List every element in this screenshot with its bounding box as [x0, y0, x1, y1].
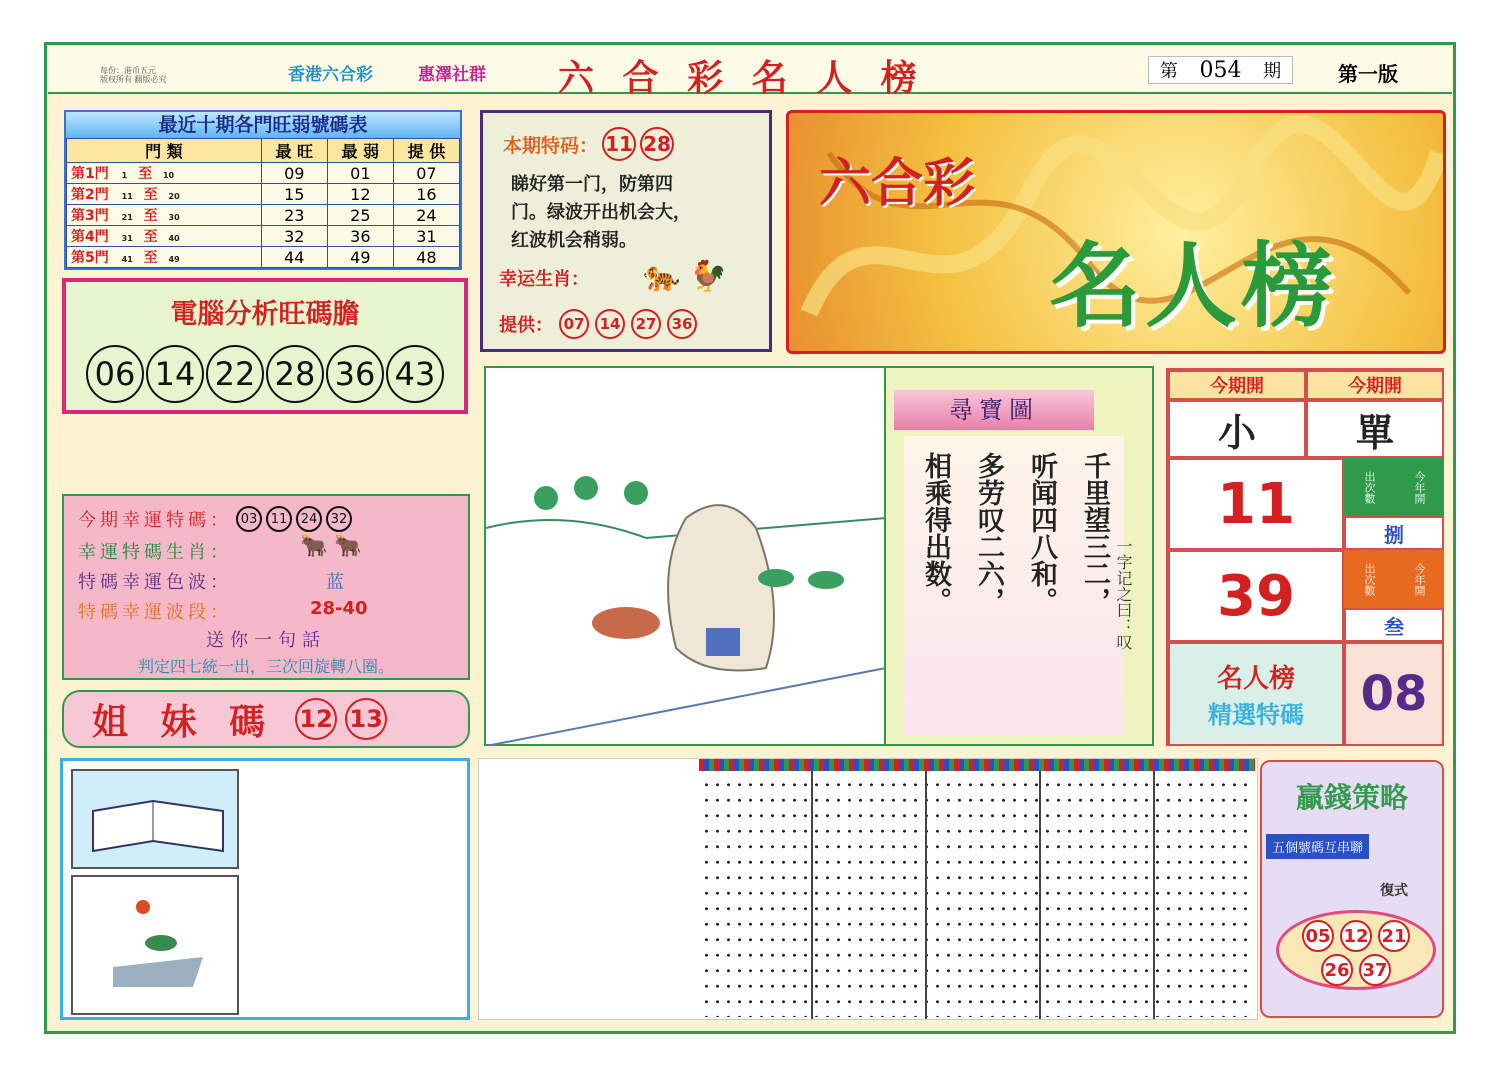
- door-hot: 09: [261, 163, 327, 184]
- tag-orange-a: 出次數: [1363, 562, 1376, 596]
- door-row: [67, 247, 460, 268]
- th-hot: 最 旺: [261, 139, 327, 163]
- th-cold: 最 弱: [327, 139, 393, 163]
- door-cold: 12: [327, 184, 393, 205]
- edition: 第一版: [1338, 62, 1398, 86]
- door-give: 31: [393, 226, 459, 247]
- tag-green: [1344, 458, 1444, 516]
- lucky-color: 蓝: [326, 572, 344, 593]
- treasure-picture: [484, 366, 886, 746]
- door-hot: 23: [261, 205, 327, 226]
- door-row: [67, 184, 460, 205]
- squirrel-scene-illustration: [486, 368, 886, 746]
- page-title: 六 合 彩 名 人 榜: [558, 57, 925, 99]
- door-label: 第3門: [71, 208, 109, 224]
- ox-icon: 🐂 🐂: [300, 534, 362, 559]
- lucky-label-3: 特碼幸運色波：: [78, 572, 232, 593]
- issue-suffix: 期: [1263, 61, 1282, 82]
- strategy-num: 26: [1321, 954, 1353, 986]
- value-odd: 單: [1306, 400, 1444, 458]
- door-hot: 44: [261, 247, 327, 268]
- poem-hint: 一字记之曰：叹: [1114, 538, 1133, 650]
- door-table-box: [64, 110, 462, 270]
- pick-number: 08: [1344, 642, 1444, 746]
- sister-box: [62, 690, 470, 748]
- brand-community: 惠澤社群: [418, 65, 486, 85]
- door-from: 21: [121, 213, 133, 222]
- lucky-phrase: 判定四七統一出，三次回旋轉八圈。: [137, 657, 394, 676]
- door-to: 10: [162, 171, 175, 180]
- computer-title: 電腦分析旺碼膽: [170, 299, 360, 330]
- door-table-title: 最近十期各門旺弱號碼表: [66, 112, 460, 138]
- sister-label: 姐 妹 碼: [92, 701, 276, 743]
- issue-box: [1148, 56, 1293, 84]
- bottom-left-box: [60, 758, 470, 1020]
- door-hot: 32: [261, 226, 327, 247]
- banner-line2: 名人榜: [1049, 233, 1338, 340]
- door-to: 20: [168, 192, 180, 201]
- door-hot: 15: [261, 184, 327, 205]
- door-row: [67, 205, 460, 226]
- door-label: 第4門: [71, 229, 109, 245]
- lucky-label-1: 今期幸運特碼：: [78, 510, 232, 531]
- number-ball-strip: [699, 759, 1255, 771]
- give-num: 07: [559, 309, 589, 339]
- tag-orange-b: 今年開: [1413, 562, 1426, 596]
- banner: [786, 110, 1446, 354]
- door-give: 07: [393, 163, 459, 184]
- dot-grid: [701, 777, 1255, 1017]
- sister-num-1: 12: [295, 698, 337, 740]
- door-table: [66, 138, 460, 268]
- computer-box: [62, 278, 468, 414]
- poem-columns: [916, 452, 1114, 614]
- door-from: 31: [121, 234, 133, 243]
- pick-label: 精選特碼: [1208, 701, 1304, 729]
- treasure-title: 尋寶圖: [894, 390, 1094, 430]
- give-num: 27: [631, 309, 661, 339]
- door-row: [67, 163, 460, 184]
- strategy-num: 05: [1302, 920, 1334, 952]
- lucky-label-4: 特碼幸運波段：: [78, 602, 232, 623]
- give-label: 提供：: [499, 315, 553, 336]
- door-to: 40: [168, 234, 180, 243]
- door-from: 11: [121, 192, 133, 201]
- header-bar: [48, 46, 1452, 99]
- num-11: 11: [1168, 458, 1344, 550]
- open-book-icon: [73, 771, 237, 867]
- lucky-numbers: [236, 506, 352, 532]
- th-door: 門 類: [67, 139, 262, 163]
- count-1: 捌: [1344, 516, 1444, 550]
- value-small: 小: [1168, 400, 1306, 458]
- door-from: 41: [121, 255, 133, 264]
- door-to-word: 至: [143, 187, 158, 203]
- bird-illustration: [71, 875, 239, 1015]
- door-label: 第5門: [71, 250, 109, 266]
- door-to-word: 至: [143, 208, 158, 224]
- door-cold: 36: [327, 226, 393, 247]
- results-grid: [1166, 368, 1444, 746]
- door-from: 1: [121, 171, 128, 180]
- door-give: 24: [393, 205, 459, 226]
- tag-green-b: 今年開: [1413, 470, 1426, 504]
- th-give: 提 供: [393, 139, 459, 163]
- computer-num: 36: [326, 345, 384, 403]
- special-box: [480, 110, 772, 352]
- lucky-label-2: 幸運特碼生肖：: [78, 542, 232, 563]
- lucky-zodiac-label: 幸运生肖：: [499, 269, 589, 290]
- lucky-range: 28-40: [310, 598, 368, 619]
- lucky-num: 32: [326, 506, 352, 532]
- poem-col-4: 相乘得出数。: [920, 452, 951, 614]
- door-to-word: 至: [138, 166, 153, 182]
- lucky-num: 11: [266, 506, 292, 532]
- strategy-num: 12: [1340, 920, 1372, 952]
- issue-number: 054: [1199, 57, 1242, 83]
- computer-num: 28: [266, 345, 324, 403]
- sister-num-2: 13: [345, 698, 387, 740]
- computer-num: 06: [86, 345, 144, 403]
- door-to-word: 至: [143, 250, 158, 266]
- treasure-poem-box: [884, 366, 1154, 746]
- door-label: 第2門: [71, 187, 109, 203]
- computer-numbers: [66, 345, 464, 403]
- lucky-phrase-title: 送你一句話: [206, 630, 326, 651]
- door-to: 49: [168, 255, 180, 264]
- pick-brand: 名人榜: [1216, 664, 1295, 694]
- door-to: 30: [168, 213, 180, 222]
- book-illustration: [71, 769, 239, 869]
- computer-num: 14: [146, 345, 204, 403]
- strategy-num: 21: [1378, 920, 1410, 952]
- strategy-box: [1260, 760, 1444, 1018]
- pick-box: [1168, 642, 1344, 746]
- lucky-num: 24: [296, 506, 322, 532]
- special-text-1: 睇好第一门，防第四: [511, 174, 673, 195]
- strategy-multi: 復式: [1380, 883, 1408, 899]
- computer-num: 22: [206, 345, 264, 403]
- lucky-num: 03: [236, 506, 262, 532]
- price-note: 每份：港币五元 版权所有 翻版必究: [100, 66, 167, 84]
- door-cold: 25: [327, 205, 393, 226]
- count-2: 叁: [1344, 608, 1444, 642]
- poem-col-1: 千里望三二，: [1079, 452, 1110, 614]
- computer-num: 43: [386, 345, 444, 403]
- door-to-word: 至: [143, 229, 158, 245]
- door-cold: 01: [327, 163, 393, 184]
- poem-col-3: 多劳叹二六，: [973, 452, 1004, 614]
- banner-line1: 六合彩: [819, 154, 976, 214]
- bird-tree-icon: [73, 877, 237, 1013]
- strategy-numbers: [1286, 920, 1426, 986]
- head-parity: 今期開: [1306, 370, 1444, 400]
- special-text-2: 门。绿波开出机会大，: [511, 202, 691, 223]
- strategy-title: 贏錢策略: [1295, 781, 1408, 814]
- brand-hk: 香港六合彩: [288, 65, 373, 85]
- door-give: 16: [393, 184, 459, 205]
- strategy-subtitle: 五個號碼互串聯: [1266, 834, 1369, 859]
- tag-green-a: 出次數: [1363, 470, 1376, 504]
- special-label: 本期特码：: [503, 134, 599, 157]
- num-39: 39: [1168, 550, 1344, 642]
- give-num: 36: [667, 309, 697, 339]
- special-text-3: 红波机会稍弱。: [511, 230, 637, 251]
- issue-prefix: 第: [1159, 61, 1178, 82]
- strategy-num: 37: [1359, 954, 1391, 986]
- tag-orange: [1344, 550, 1444, 608]
- door-cold: 49: [327, 247, 393, 268]
- lucky-box: [62, 494, 470, 680]
- poem-col-2: 听闻四八和。: [1026, 452, 1057, 614]
- door-give: 48: [393, 247, 459, 268]
- special-num-1: 11: [602, 127, 636, 161]
- give-num: 14: [595, 309, 625, 339]
- head-size: 今期開: [1168, 370, 1306, 400]
- dot-chart-area: [478, 758, 1258, 1020]
- door-row: [67, 226, 460, 247]
- special-num-2: 28: [640, 127, 674, 161]
- tiger-rooster-icon: 🐅 🐓: [643, 259, 728, 294]
- door-label: 第1門: [71, 166, 109, 182]
